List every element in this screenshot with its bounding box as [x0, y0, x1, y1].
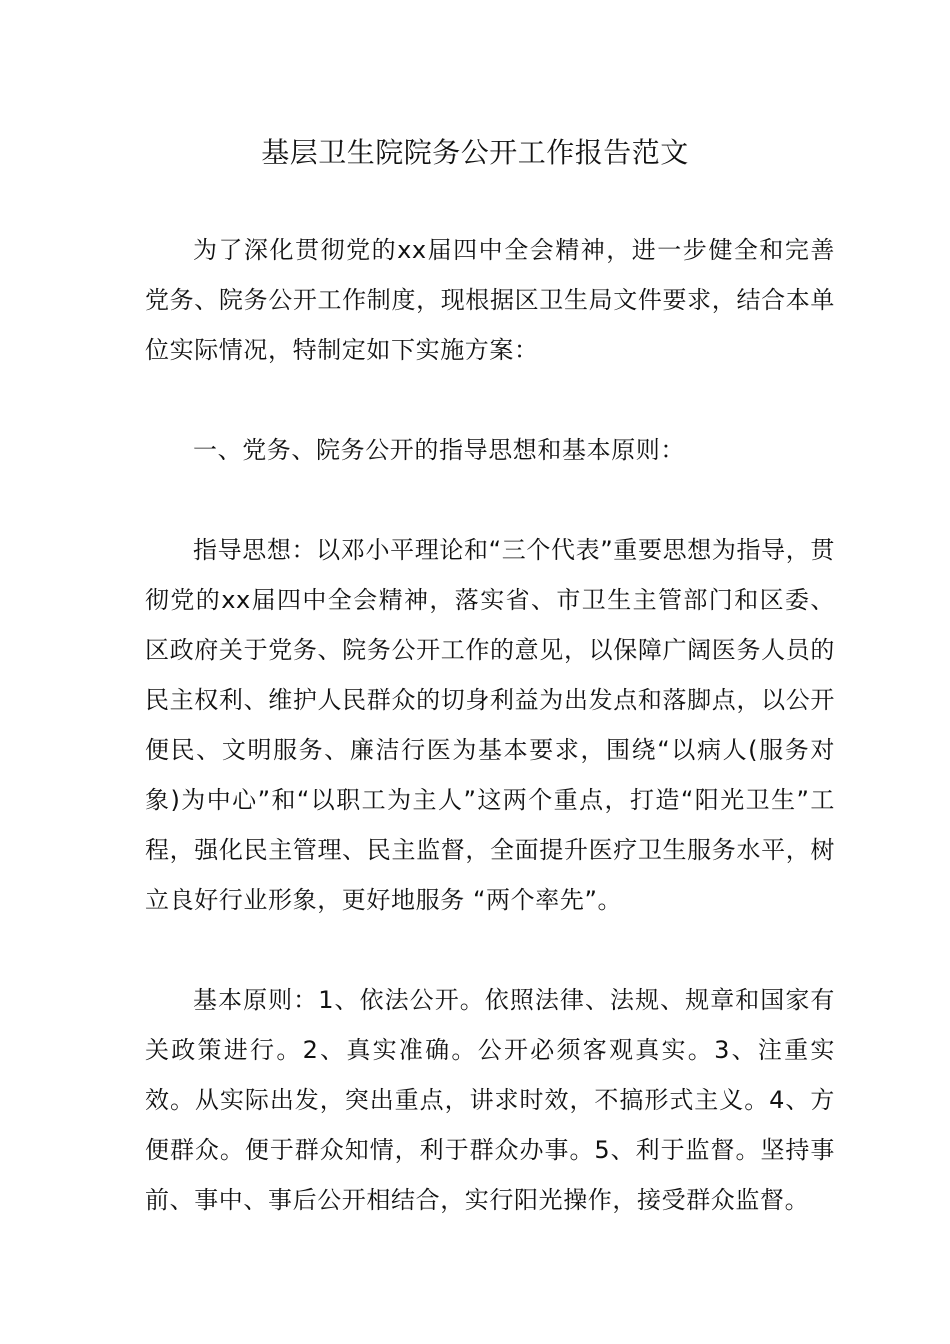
section-heading-1: 一、党务、院务公开的指导思想和基本原则： — [193, 436, 685, 464]
paragraph-guiding-ideology: 指导思想：以邓小平理论和“三个代表”重要思想为指导，贯彻党的xx届四中全会精神，落实省、市卫生主管部门和区委、区政府关于党务、院务公开工作的意见，以保障广阔医务人员的民主权利、维护人民群众的切身利益为出发点和落脚点，以公开便民、文明服务、廉洁行医为基本要求，围绕“以病人(服务对象)为中心”和“以职工为主人”这两个重点，打造“阳光卫生”工程，强化民主管理、民主监督，全面提升医疗卫生服务水平，树立良好行业形象，更好地服务 “两个率先”。 — [145, 536, 835, 914]
document-title: 基层卫生院院务公开工作报告范文 — [261, 136, 689, 169]
paragraph-intro: 为了深化贯彻党的xx届四中全会精神，进一步健全和完善党务、院务公开工作制度，现根据区卫生局文件要求，结合本单位实际情况，特制定如下实施方案： — [145, 236, 835, 364]
paragraph-basic-principles: 基本原则：1、依法公开。依照法律、法规、规章和国家有关政策进行。2、真实准确。公开必须客观真实。3、注重实效。从实际出发，突出重点，讲求时效，不搞形式主义。4、方便群众。便于群众知情，利于群众办事。5、利于监督。坚持事前、事中、事后公开相结合，实行阳光操作，接受群众监督。 — [145, 986, 835, 1214]
